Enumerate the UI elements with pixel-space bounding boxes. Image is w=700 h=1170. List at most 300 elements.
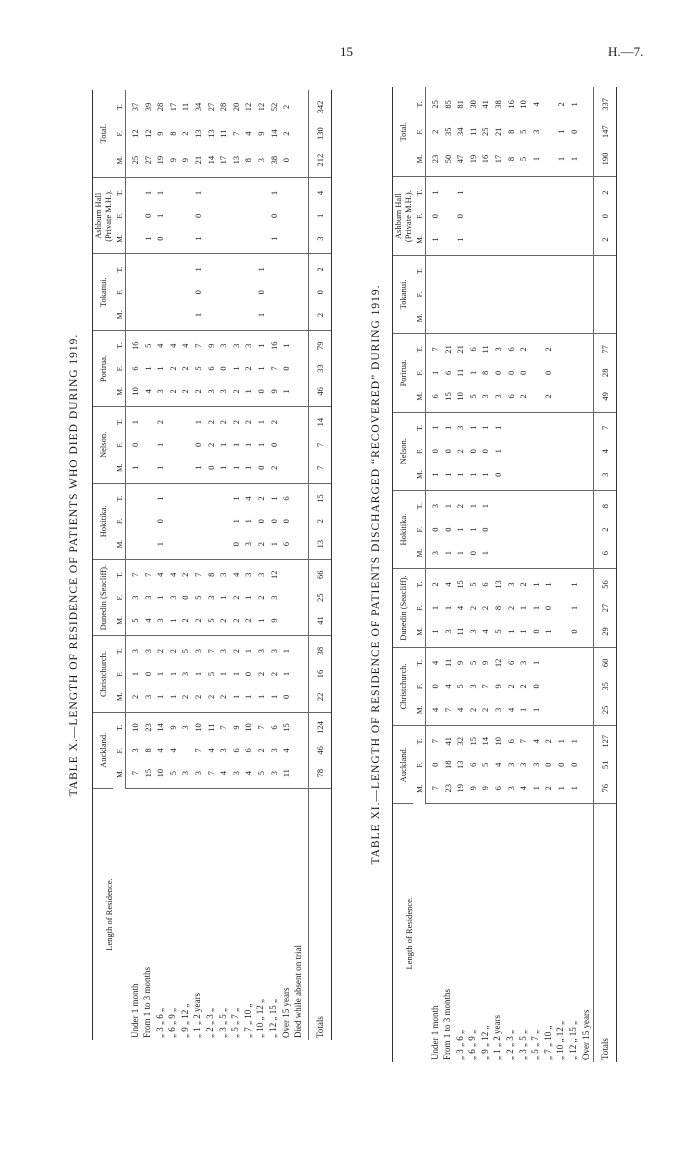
data-cell-line: [217, 562, 230, 633]
cell-value: 0: [568, 129, 579, 134]
cell-value: 4: [180, 343, 191, 348]
cell-value: 1: [130, 465, 140, 470]
cell-value: 0: [255, 389, 266, 394]
sex-subheader: [113, 330, 126, 406]
row-label: „ 9 „ 12 „: [479, 1025, 490, 1060]
data-cell-line: [179, 486, 192, 557]
cell-value: 3: [192, 771, 203, 776]
data-cell-line: [268, 333, 281, 404]
data-cell-line: [530, 728, 543, 801]
cell-value: 2: [218, 419, 229, 425]
total-value: 212: [314, 153, 325, 167]
totals-cell: [594, 177, 617, 255]
cell-value: 1: [442, 472, 453, 477]
cell-value: 4: [167, 343, 178, 348]
cell-value: 52: [268, 102, 279, 112]
cell-value: 27: [142, 155, 153, 165]
data-cell-line: [442, 728, 455, 801]
total-value: 79: [314, 341, 325, 350]
cell-value: 4: [243, 496, 254, 501]
row-label: „ 6 „ 9 „: [467, 1030, 478, 1060]
sex-subheader: [413, 490, 426, 568]
data-cell-line: [217, 180, 230, 251]
column-header: Porirua.: [393, 334, 414, 412]
cell-value: 1: [218, 465, 229, 470]
cell-value: 1: [455, 190, 466, 195]
cell-value: 0: [205, 465, 216, 470]
cell-value: 0: [142, 671, 153, 677]
cell-value: 11: [205, 723, 216, 732]
cell-value: 6: [243, 748, 254, 753]
cell-value: 5: [205, 671, 216, 677]
total-value: 190: [599, 152, 610, 166]
cell-value: 1: [430, 472, 440, 477]
total-value: 3: [314, 236, 325, 241]
row-label: Under 1 month: [429, 1005, 440, 1060]
cell-value: 2: [180, 618, 191, 623]
cell-value: 28: [218, 102, 229, 112]
data-cell-line: [154, 638, 167, 709]
data-cell-line: [255, 257, 268, 328]
cell-value: 0: [543, 605, 554, 611]
data-cell-line: [479, 179, 492, 252]
data-cell-line: [454, 179, 467, 252]
data-cell-line: [205, 715, 218, 786]
data-cell-line: [142, 715, 155, 786]
data-cell-line: [517, 493, 530, 566]
cell-value: 1: [555, 786, 566, 791]
cell-value: 1: [281, 671, 292, 677]
cell-value: 23: [442, 783, 453, 793]
cell-value: 1: [492, 449, 503, 454]
totals-cell: [309, 178, 332, 254]
cell-value: 2: [230, 595, 241, 600]
sub-label: T.: [115, 104, 124, 110]
data-cell-line: [255, 92, 268, 175]
cell-value: 5: [192, 595, 203, 600]
cell-value: 7: [192, 572, 203, 577]
cell-value: 1: [530, 605, 541, 611]
data-cell-line: [479, 336, 492, 409]
cell-value: 14: [480, 737, 491, 746]
data-column: [126, 330, 309, 406]
cell-value: 3: [230, 771, 241, 776]
column-header: Total.: [93, 90, 114, 178]
cell-value: 6: [492, 786, 503, 791]
total-value: 29: [599, 627, 610, 636]
data-cell-line: [467, 571, 480, 644]
cell-value: 50: [442, 154, 453, 164]
cell-value: 14: [268, 129, 279, 138]
cell-value: 0: [192, 290, 203, 295]
cell-value: 5: [467, 582, 478, 587]
cell-value: 3: [518, 762, 529, 767]
data-cell-line: [555, 728, 568, 801]
cell-value: 4: [167, 572, 178, 577]
cell-value: 1: [555, 129, 566, 134]
data-column: [126, 254, 309, 330]
data-cell-line: [429, 571, 442, 644]
sub-label: M.: [115, 692, 124, 702]
data-cell-line: [555, 571, 568, 644]
data-cell-line: [530, 415, 543, 488]
cell-value: 8: [492, 605, 503, 611]
cell-value: 2: [430, 582, 440, 587]
cell-value: 1: [243, 649, 254, 654]
totals-cell: [309, 559, 332, 635]
cell-value: 7: [192, 343, 203, 348]
data-cell-line: [129, 257, 142, 328]
cell-value: 3: [130, 595, 140, 600]
total-value: 2: [599, 237, 610, 242]
cell-value: 9: [455, 660, 466, 665]
cell-value: 17: [492, 154, 503, 164]
cell-value: 2: [255, 541, 266, 547]
data-cell-line: [454, 650, 467, 723]
totals-cell: [594, 647, 617, 725]
total-value: 60: [599, 658, 610, 668]
data-cell-line: [255, 409, 268, 480]
cell-value: 1: [230, 496, 241, 501]
data-cell-line: [192, 562, 205, 633]
data-cell-line: [530, 258, 543, 331]
cell-value: 4: [243, 131, 254, 136]
row-label: „ 9 „ 12 „: [179, 1003, 190, 1038]
cell-value: 0: [430, 762, 440, 767]
data-cell-line: [293, 486, 306, 557]
data-cell-line: [467, 89, 480, 174]
cell-value: 1: [230, 442, 241, 448]
sex-subheader: [413, 334, 426, 412]
cell-value: 9: [480, 786, 491, 791]
cell-value: 1: [255, 618, 266, 623]
cell-value: 1: [530, 660, 541, 665]
cell-value: 3: [142, 649, 153, 654]
page-reference: H.—7.: [608, 44, 644, 59]
cell-value: 0: [255, 290, 266, 295]
total-value: 147: [599, 125, 610, 139]
cell-value: 7: [268, 366, 279, 371]
cell-value: 0: [430, 684, 440, 689]
cell-value: 0: [255, 465, 266, 470]
sex-subheader: [113, 254, 126, 330]
cell-value: 16: [130, 341, 140, 350]
data-cell-line: [429, 89, 442, 174]
cell-value: 2: [243, 366, 254, 371]
data-cell-line: [167, 715, 180, 786]
cell-value: 2: [130, 694, 140, 699]
cell-value: 2: [467, 707, 478, 712]
row-label: „ 3 „ 5 „: [517, 1030, 528, 1060]
cell-value: 2: [505, 605, 516, 611]
cell-value: 1: [530, 156, 541, 162]
data-cell-line: [492, 493, 505, 566]
cell-value: 8: [167, 131, 178, 136]
data-cell-line: [517, 89, 530, 174]
data-cell-line: [555, 179, 568, 252]
total-value: 7: [599, 425, 610, 430]
cell-value: 3: [430, 550, 440, 556]
data-cell-line: [217, 257, 230, 328]
total-value: 6: [599, 550, 610, 556]
cell-value: 1: [430, 370, 440, 375]
cell-value: 21: [442, 345, 453, 354]
sex-subheader: [413, 87, 426, 177]
data-cell-line: [205, 409, 218, 480]
data-cell-line: [530, 571, 543, 644]
data-cell-line: [542, 415, 555, 488]
total-value: 49: [599, 392, 610, 401]
cell-value: 3: [130, 649, 140, 654]
data-cell-line: [568, 336, 581, 409]
cell-value: 10: [130, 387, 140, 396]
cell-value: 3: [218, 572, 229, 577]
cell-value: 1: [281, 649, 292, 654]
cell-value: 1: [130, 419, 140, 425]
cell-value: 6: [505, 660, 516, 665]
data-cell-line: [129, 180, 142, 251]
cell-value: 1: [142, 236, 153, 241]
cell-value: 8: [480, 370, 491, 375]
data-cell-line: [255, 638, 268, 709]
cell-value: 7: [192, 748, 203, 753]
cell-value: 7: [430, 786, 440, 791]
cell-value: 7: [480, 684, 491, 689]
cell-value: 1: [430, 237, 440, 242]
cell-value: 2: [255, 671, 266, 677]
cell-value: 32: [455, 737, 466, 746]
cell-value: 2: [205, 694, 216, 699]
cell-value: 1: [155, 496, 166, 501]
cell-value: 1: [430, 425, 440, 430]
cell-value: 4: [530, 739, 541, 744]
row-label: „ 2 „ 3 „: [505, 1030, 516, 1060]
sub-label: M.: [415, 470, 424, 479]
data-cell-line: [205, 180, 218, 251]
data-column: [126, 483, 309, 559]
cell-value: 1: [442, 605, 453, 611]
cell-value: 7: [130, 572, 140, 577]
sub-label: F.: [415, 683, 424, 690]
data-cell-line: [568, 650, 581, 723]
total-value: 27: [599, 603, 610, 613]
sex-subheader: [113, 636, 126, 712]
data-cell-line: [467, 336, 480, 409]
cell-value: 3: [430, 504, 440, 509]
cell-value: 0: [442, 527, 453, 532]
cell-value: 1: [243, 694, 254, 699]
cell-value: 6: [130, 366, 140, 371]
data-column: [126, 712, 309, 788]
sub-label: T.: [115, 571, 124, 578]
cell-value: 1: [518, 605, 529, 611]
data-cell-line: [142, 92, 155, 175]
cell-value: 9: [492, 684, 503, 689]
total-value: 13: [314, 539, 325, 549]
cell-value: 3: [218, 748, 229, 753]
cell-value: 4: [230, 572, 241, 577]
cell-value: 0: [480, 449, 491, 454]
data-cell-line: [580, 571, 593, 644]
cell-value: 1: [492, 425, 503, 430]
data-cell-line: [280, 409, 293, 480]
cell-value: 3: [142, 694, 153, 699]
cell-value: 6: [205, 366, 216, 371]
data-cell-line: [580, 179, 593, 252]
sex-subheader: [113, 90, 126, 178]
data-cell-line: [192, 486, 205, 557]
data-cell-line: [568, 415, 581, 488]
cell-value: 1: [192, 312, 203, 318]
cell-value: 5: [492, 629, 503, 634]
cell-value: 11: [455, 627, 466, 636]
cell-value: 3: [243, 541, 254, 547]
row-label: „ 1 „ 2 years: [192, 993, 203, 1038]
cell-value: 2: [480, 707, 491, 712]
cell-value: 2: [467, 605, 478, 611]
cell-value: 2: [543, 394, 554, 399]
total-value: 38: [314, 646, 325, 656]
data-cell-line: [568, 493, 581, 566]
cell-value: 2: [518, 347, 529, 352]
cell-value: 2: [255, 748, 266, 753]
cell-value: 1: [255, 267, 266, 272]
cell-value: 9: [480, 660, 491, 665]
cell-value: 2: [205, 419, 216, 425]
cell-value: 2: [243, 419, 254, 425]
data-cell-line: [505, 258, 518, 331]
sub-label: M.: [415, 154, 424, 164]
cell-value: 1: [555, 156, 566, 162]
cell-value: 11: [180, 102, 191, 112]
cell-value: 1: [543, 582, 554, 587]
cell-value: 5: [205, 618, 216, 623]
cell-value: 1: [192, 190, 203, 196]
cell-value: 4: [430, 707, 440, 712]
data-cell-line: [192, 333, 205, 404]
cell-value: 3: [155, 618, 166, 623]
data-cell-line: [542, 650, 555, 723]
data-cell-line: [242, 333, 255, 404]
cell-value: 3: [180, 771, 191, 776]
cell-value: 4: [243, 771, 254, 776]
cell-value: 1: [480, 504, 491, 509]
sub-label: M.: [415, 392, 424, 401]
data-cell-line: [129, 715, 142, 786]
data-cell-line: [530, 650, 543, 723]
cell-value: 11: [480, 345, 491, 354]
cell-value: 0: [430, 449, 440, 454]
cell-value: 7: [205, 771, 216, 776]
cell-value: 9: [230, 725, 241, 730]
cell-value: 9: [268, 618, 279, 623]
sex-subheader: [113, 712, 126, 788]
sub-label: M.: [115, 387, 124, 396]
total-value: 1: [314, 213, 325, 218]
cell-value: 5: [192, 366, 203, 371]
table-x-block: [68, 90, 332, 1040]
cell-value: 1: [568, 156, 579, 162]
cell-value: 1: [155, 465, 166, 470]
cell-value: 4: [430, 660, 440, 665]
data-cell-line: [217, 715, 230, 786]
data-cell-line: [154, 257, 167, 328]
total-value: 2: [314, 519, 325, 524]
total-value: 8: [599, 504, 610, 509]
total-value: 0: [599, 213, 610, 219]
total-value: 51: [599, 760, 610, 769]
cell-value: 1: [467, 425, 478, 430]
cell-value: 0: [192, 213, 203, 218]
cell-value: 41: [480, 100, 491, 109]
data-cell-line: [280, 486, 293, 557]
cell-value: 1: [155, 595, 166, 600]
cell-value: 2: [180, 572, 191, 577]
column-header: Ashburn Hall (Private M.H.).: [93, 178, 114, 254]
data-cell-line: [555, 336, 568, 409]
data-cell-line: [454, 728, 467, 801]
cell-value: 4: [155, 572, 166, 577]
sub-label: M.: [115, 463, 124, 472]
sub-label: F.: [415, 370, 424, 376]
cell-value: 1: [167, 694, 178, 699]
cell-value: 0: [492, 472, 503, 477]
data-cell-line: [429, 179, 442, 252]
sub-label: F.: [115, 671, 124, 677]
cell-value: 2: [180, 131, 191, 136]
totals-cell: [594, 726, 617, 804]
sub-label: M.: [415, 235, 424, 244]
cell-value: 2: [543, 347, 554, 352]
cell-value: 13: [492, 580, 503, 589]
sex-subheader: [413, 255, 426, 333]
cell-value: 9: [467, 786, 478, 791]
cell-value: 3: [480, 394, 491, 399]
data-cell-line: [154, 333, 167, 404]
data-cell-line: [467, 728, 480, 801]
sub-label: M.: [415, 705, 424, 715]
totals-cell: [594, 569, 617, 647]
total-value: 66: [314, 570, 325, 580]
cell-value: 18: [442, 760, 453, 769]
cell-value: 2: [268, 419, 279, 425]
data-cell-line: [268, 638, 281, 709]
sub-label: F.: [115, 442, 124, 448]
cell-value: 4: [218, 771, 229, 776]
cell-value: 4: [505, 707, 516, 712]
sex-subheader: [113, 559, 126, 635]
data-cell-line: [179, 638, 192, 709]
cell-value: 15: [281, 723, 292, 732]
data-cell-line: [429, 415, 442, 488]
sub-label: F.: [415, 448, 424, 454]
cell-value: 1: [555, 739, 566, 744]
cell-value: 1: [255, 419, 266, 425]
data-cell-line: [129, 486, 142, 557]
total-value: 46: [314, 746, 325, 755]
data-cell-line: [568, 179, 581, 252]
cell-value: 4: [442, 684, 453, 689]
data-cell-line: [530, 89, 543, 174]
cell-value: 3: [167, 595, 178, 600]
data-cell-line: [505, 415, 518, 488]
cell-value: 12: [255, 102, 266, 112]
cell-value: 2: [218, 694, 229, 699]
data-cell-line: [179, 562, 192, 633]
cell-value: 1: [192, 267, 203, 272]
cell-value: 3: [492, 707, 503, 712]
data-cell-line: [242, 257, 255, 328]
